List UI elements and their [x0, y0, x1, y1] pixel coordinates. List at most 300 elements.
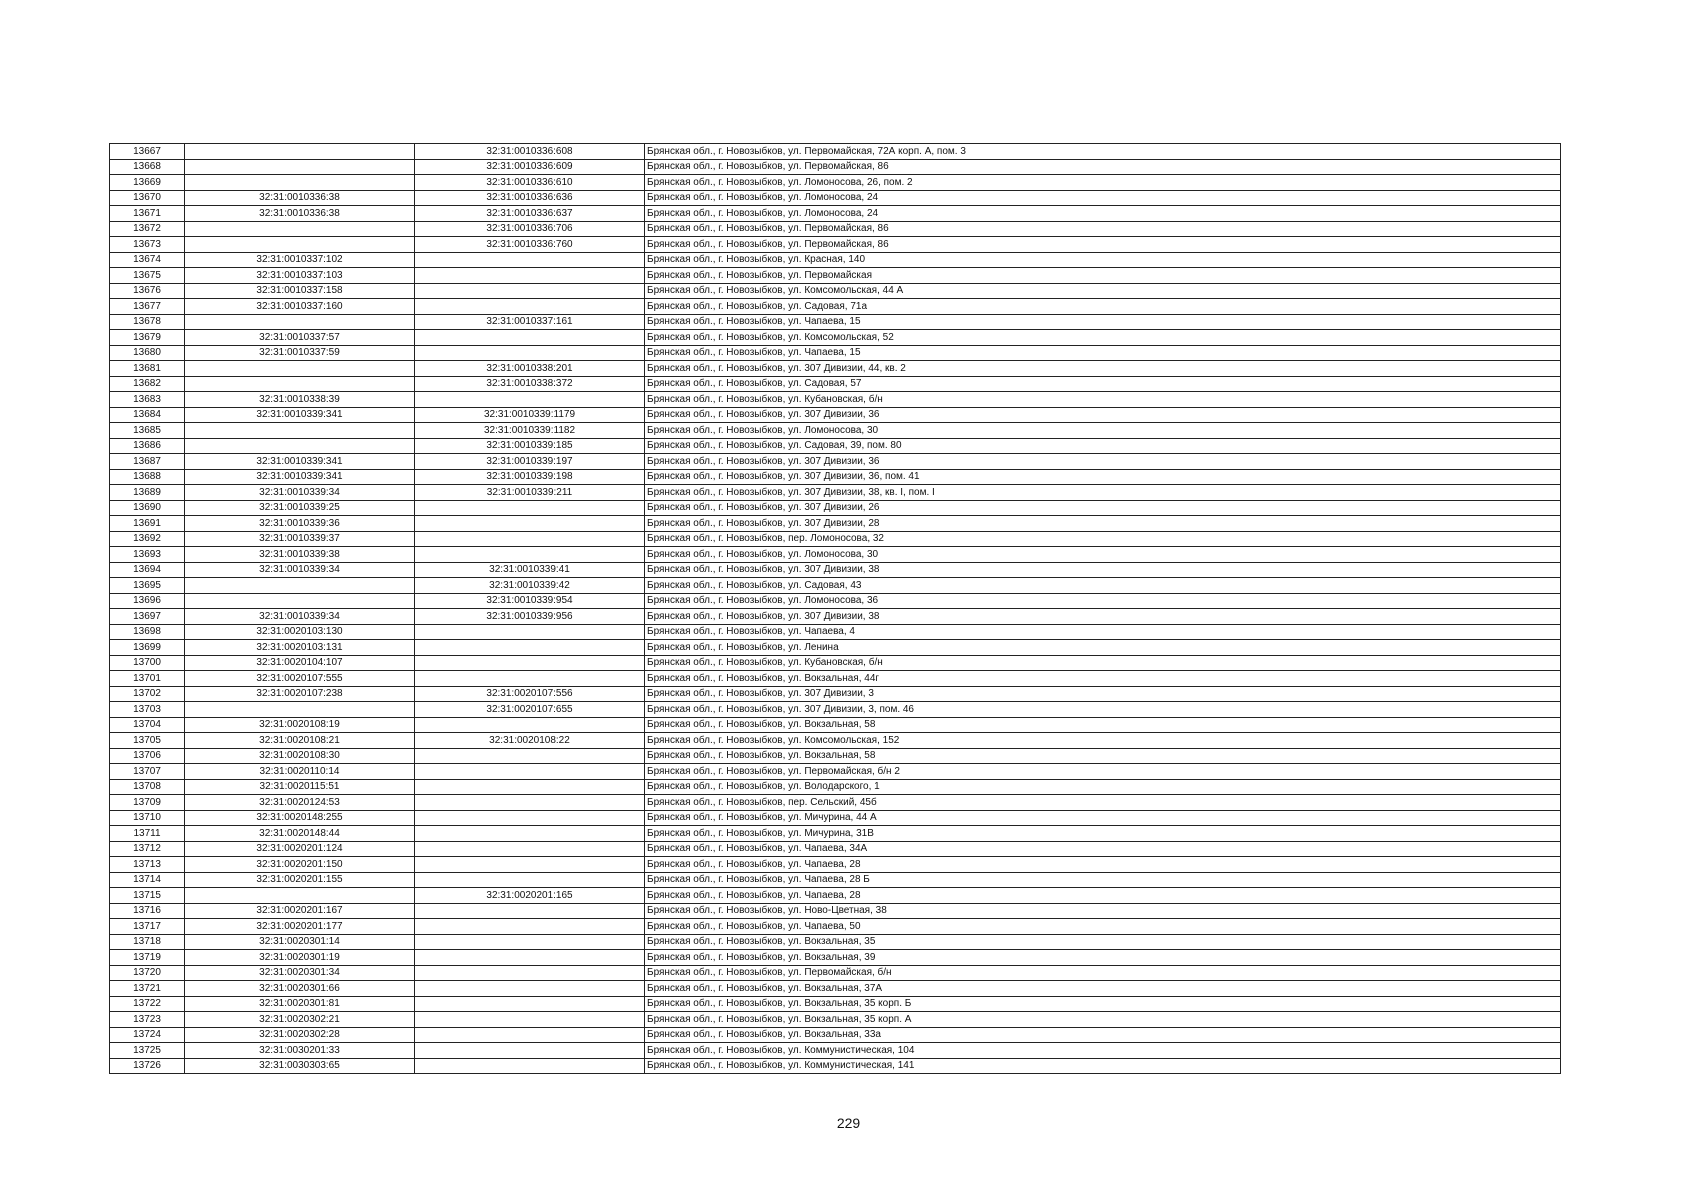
cadastral-number-cell [185, 237, 415, 253]
row-number-cell: 13706 [110, 748, 185, 764]
address-cell: Брянская обл., г. Новозыбков, ул. Вокзальная, 35 корп. Б [645, 996, 1561, 1012]
table-row [110, 1058, 1561, 1074]
address-cell: Брянская обл., г. Новозыбков, ул. Вокзальная, 35 корп. А [645, 1012, 1561, 1028]
row-number-cell: 13667 [110, 144, 185, 160]
object-cadastral-number-cell: 32:31:0010336:636 [415, 190, 645, 206]
object-cadastral-number-cell: 32:31:0010336:608 [415, 144, 645, 160]
row-number-cell: 13700 [110, 655, 185, 671]
row-number-cell: 13696 [110, 593, 185, 609]
cadastral-number-cell: 32:31:0010339:341 [185, 407, 415, 423]
object-cadastral-number-cell: 32:31:0020201:165 [415, 888, 645, 904]
address-cell: Брянская обл., г. Новозыбков, ул. 307 Дивизии, 38 [645, 562, 1561, 578]
cadastral-number-cell: 32:31:0020115:51 [185, 779, 415, 795]
object-cadastral-number-cell [415, 283, 645, 299]
object-cadastral-number-cell: 32:31:0010338:372 [415, 376, 645, 392]
address-cell: Брянская обл., г. Новозыбков, ул. Чапаева, 15 [645, 345, 1561, 361]
cadastral-number-cell [185, 888, 415, 904]
cadastral-number-cell [185, 361, 415, 377]
cadastral-number-cell: 32:31:0020301:34 [185, 965, 415, 981]
cadastral-number-cell: 32:31:0010337:59 [185, 345, 415, 361]
table-row [110, 903, 1561, 919]
cadastral-number-cell: 32:31:0010339:34 [185, 562, 415, 578]
object-cadastral-number-cell [415, 810, 645, 826]
address-cell: Брянская обл., г. Новозыбков, ул. Садовая, 39, пом. 80 [645, 438, 1561, 454]
cadastral-number-cell: 32:31:0020107:238 [185, 686, 415, 702]
address-cell: Брянская обл., г. Новозыбков, пер. Сельский, 45б [645, 795, 1561, 811]
row-number-cell: 13712 [110, 841, 185, 857]
table-row [110, 1043, 1561, 1059]
row-number-cell: 13720 [110, 965, 185, 981]
address-cell: Брянская обл., г. Новозыбков, ул. Чапаева, 28 Б [645, 872, 1561, 888]
row-number-cell: 13668 [110, 159, 185, 175]
cadastral-number-cell: 32:31:0010336:38 [185, 206, 415, 222]
address-cell: Брянская обл., г. Новозыбков, ул. Комсомольская, 52 [645, 330, 1561, 346]
row-number-cell: 13708 [110, 779, 185, 795]
table-row [110, 795, 1561, 811]
row-number-cell: 13679 [110, 330, 185, 346]
table-row [110, 407, 1561, 423]
object-cadastral-number-cell [415, 779, 645, 795]
cadastral-number-cell: 32:31:0010339:25 [185, 500, 415, 516]
address-cell: Брянская обл., г. Новозыбков, ул. Комсомольская, 44 А [645, 283, 1561, 299]
object-cadastral-number-cell [415, 872, 645, 888]
object-cadastral-number-cell: 32:31:0010339:1182 [415, 423, 645, 439]
row-number-cell: 13687 [110, 454, 185, 470]
table-row [110, 872, 1561, 888]
object-cadastral-number-cell: 32:31:0010339:185 [415, 438, 645, 454]
object-cadastral-number-cell: 32:31:0010339:211 [415, 485, 645, 501]
table-row [110, 671, 1561, 687]
table-row [110, 996, 1561, 1012]
cadastral-number-cell: 32:31:0010339:36 [185, 516, 415, 532]
row-number-cell: 13699 [110, 640, 185, 656]
table-row [110, 950, 1561, 966]
cadastral-number-cell: 32:31:0020302:28 [185, 1027, 415, 1043]
object-cadastral-number-cell [415, 950, 645, 966]
object-cadastral-number-cell: 32:31:0010336:610 [415, 175, 645, 191]
row-number-cell: 13703 [110, 702, 185, 718]
cadastral-number-cell: 32:31:0020201:124 [185, 841, 415, 857]
table-row [110, 609, 1561, 625]
table-row [110, 702, 1561, 718]
row-number-cell: 13692 [110, 531, 185, 547]
row-number-cell: 13676 [110, 283, 185, 299]
object-cadastral-number-cell: 32:31:0010339:1179 [415, 407, 645, 423]
table-row [110, 330, 1561, 346]
object-cadastral-number-cell [415, 268, 645, 284]
address-cell: Брянская обл., г. Новозыбков, ул. Чапаева, 4 [645, 624, 1561, 640]
address-cell: Брянская обл., г. Новозыбков, ул. Первомайская, б/н [645, 965, 1561, 981]
address-cell: Брянская обл., г. Новозыбков, ул. Вокзальная, 58 [645, 748, 1561, 764]
address-cell: Брянская обл., г. Новозыбков, ул. 307 Дивизии, 3 [645, 686, 1561, 702]
table-row [110, 562, 1561, 578]
address-cell: Брянская обл., г. Новозыбков, ул. Кубановская, б/н [645, 655, 1561, 671]
row-number-cell: 13707 [110, 764, 185, 780]
row-number-cell: 13698 [110, 624, 185, 640]
table-row [110, 423, 1561, 439]
object-cadastral-number-cell [415, 748, 645, 764]
object-cadastral-number-cell [415, 516, 645, 532]
address-cell: Брянская обл., г. Новозыбков, ул. Красная, 140 [645, 252, 1561, 268]
table-row [110, 810, 1561, 826]
row-number-cell: 13724 [110, 1027, 185, 1043]
row-number-cell: 13711 [110, 826, 185, 842]
cadastral-number-cell: 32:31:0010339:38 [185, 547, 415, 563]
table-row [110, 531, 1561, 547]
object-cadastral-number-cell [415, 857, 645, 873]
cadastral-number-cell: 32:31:0020107:555 [185, 671, 415, 687]
row-number-cell: 13678 [110, 314, 185, 330]
table-row [110, 826, 1561, 842]
row-number-cell: 13725 [110, 1043, 185, 1059]
object-cadastral-number-cell [415, 531, 645, 547]
row-number-cell: 13697 [110, 609, 185, 625]
cadastral-number-cell: 32:31:0020148:44 [185, 826, 415, 842]
address-cell: Брянская обл., г. Новозыбков, ул. Чапаева, 15 [645, 314, 1561, 330]
table-row [110, 500, 1561, 516]
row-number-cell: 13726 [110, 1058, 185, 1074]
page-number: 229 [836, 1115, 861, 1131]
cadastral-number-cell: 32:31:0020103:130 [185, 624, 415, 640]
object-cadastral-number-cell: 32:31:0010339:954 [415, 593, 645, 609]
object-cadastral-number-cell [415, 826, 645, 842]
address-cell: Брянская обл., г. Новозыбков, ул. 307 Дивизии, 36 [645, 407, 1561, 423]
address-cell: Брянская обл., г. Новозыбков, ул. Коммунистическая, 104 [645, 1043, 1561, 1059]
object-cadastral-number-cell: 32:31:0010336:706 [415, 221, 645, 237]
row-number-cell: 13690 [110, 500, 185, 516]
object-cadastral-number-cell [415, 252, 645, 268]
address-cell: Брянская обл., г. Новозыбков, ул. Первомайская [645, 268, 1561, 284]
table-row [110, 392, 1561, 408]
table-row [110, 857, 1561, 873]
row-number-cell: 13717 [110, 919, 185, 935]
address-cell: Брянская обл., г. Новозыбков, ул. 307 Дивизии, 28 [645, 516, 1561, 532]
table-row [110, 454, 1561, 470]
row-number-cell: 13691 [110, 516, 185, 532]
address-cell: Брянская обл., г. Новозыбков, ул. 307 Дивизии, 26 [645, 500, 1561, 516]
table-row [110, 1027, 1561, 1043]
table-row [110, 981, 1561, 997]
address-cell: Брянская обл., г. Новозыбков, ул. Ломоносова, 24 [645, 206, 1561, 222]
table-row [110, 175, 1561, 191]
cadastral-number-cell: 32:31:0020124:53 [185, 795, 415, 811]
address-cell: Брянская обл., г. Новозыбков, ул. Вокзальная, 35 [645, 934, 1561, 950]
object-cadastral-number-cell [415, 330, 645, 346]
cadastral-number-cell: 32:31:0020302:21 [185, 1012, 415, 1028]
cadastral-number-cell [185, 221, 415, 237]
row-number-cell: 13688 [110, 469, 185, 485]
cadastral-number-cell: 32:31:0010337:57 [185, 330, 415, 346]
object-cadastral-number-cell [415, 981, 645, 997]
table-row [110, 547, 1561, 563]
address-cell: Брянская обл., г. Новозыбков, ул. Мичурина, 44 А [645, 810, 1561, 826]
cadastral-number-cell: 32:31:0010339:341 [185, 469, 415, 485]
table-row [110, 237, 1561, 253]
object-cadastral-number-cell [415, 717, 645, 733]
row-number-cell: 13705 [110, 733, 185, 749]
object-cadastral-number-cell [415, 795, 645, 811]
address-cell: Брянская обл., г. Новозыбков, ул. 307 Дивизии, 38, кв. I, пом. I [645, 485, 1561, 501]
object-cadastral-number-cell: 32:31:0010339:42 [415, 578, 645, 594]
row-number-cell: 13682 [110, 376, 185, 392]
cadastral-number-cell [185, 702, 415, 718]
object-cadastral-number-cell [415, 392, 645, 408]
object-cadastral-number-cell: 32:31:0010339:956 [415, 609, 645, 625]
address-cell: Брянская обл., г. Новозыбков, ул. Ломоносова, 30 [645, 547, 1561, 563]
table-row [110, 841, 1561, 857]
row-number-cell: 13689 [110, 485, 185, 501]
cadastral-number-cell: 32:31:0010336:38 [185, 190, 415, 206]
table-row [110, 516, 1561, 532]
table-row [110, 144, 1561, 160]
row-number-cell: 13722 [110, 996, 185, 1012]
object-cadastral-number-cell [415, 1043, 645, 1059]
table-row [110, 1012, 1561, 1028]
address-cell: Брянская обл., г. Новозыбков, ул. 307 Дивизии, 36 [645, 454, 1561, 470]
address-cell: Брянская обл., г. Новозыбков, ул. Вокзальная, 58 [645, 717, 1561, 733]
cadastral-number-cell: 32:31:0020108:21 [185, 733, 415, 749]
address-cell: Брянская обл., г. Новозыбков, ул. Чапаева, 50 [645, 919, 1561, 935]
table-row [110, 361, 1561, 377]
address-cell: Брянская обл., г. Новозыбков, ул. Садовая, 57 [645, 376, 1561, 392]
row-number-cell: 13671 [110, 206, 185, 222]
address-cell: Брянская обл., г. Новозыбков, ул. Первомайская, б/н 2 [645, 764, 1561, 780]
row-number-cell: 13677 [110, 299, 185, 315]
cadastral-number-cell: 32:31:0010338:39 [185, 392, 415, 408]
row-number-cell: 13719 [110, 950, 185, 966]
table-row [110, 345, 1561, 361]
table-row [110, 965, 1561, 981]
row-number-cell: 13701 [110, 671, 185, 687]
address-cell: Брянская обл., г. Новозыбков, ул. Володарского, 1 [645, 779, 1561, 795]
object-cadastral-number-cell: 32:31:0010337:161 [415, 314, 645, 330]
address-cell: Брянская обл., г. Новозыбков, ул. Вокзальная, 39 [645, 950, 1561, 966]
row-number-cell: 13715 [110, 888, 185, 904]
address-cell: Брянская обл., г. Новозыбков, ул. Вокзальная, 44г [645, 671, 1561, 687]
row-number-cell: 13669 [110, 175, 185, 191]
object-cadastral-number-cell: 32:31:0010339:197 [415, 454, 645, 470]
cadastral-number-cell: 32:31:0010337:103 [185, 268, 415, 284]
object-cadastral-number-cell [415, 640, 645, 656]
address-cell: Брянская обл., г. Новозыбков, ул. 307 Дивизии, 38 [645, 609, 1561, 625]
cadastral-number-cell: 32:31:0020110:14 [185, 764, 415, 780]
table-row [110, 764, 1561, 780]
object-cadastral-number-cell [415, 764, 645, 780]
object-cadastral-number-cell [415, 345, 645, 361]
cadastral-number-cell [185, 144, 415, 160]
address-cell: Брянская обл., г. Новозыбков, ул. Кубановская, б/н [645, 392, 1561, 408]
row-number-cell: 13686 [110, 438, 185, 454]
table-row [110, 159, 1561, 175]
table-row [110, 299, 1561, 315]
address-cell: Брянская обл., г. Новозыбков, ул. Первомайская, 86 [645, 237, 1561, 253]
object-cadastral-number-cell: 32:31:0010339:41 [415, 562, 645, 578]
cadastral-number-cell [185, 578, 415, 594]
table-row [110, 252, 1561, 268]
cadastral-number-cell [185, 175, 415, 191]
row-number-cell: 13718 [110, 934, 185, 950]
cadastral-number-cell [185, 438, 415, 454]
table-row [110, 748, 1561, 764]
address-cell: Брянская обл., г. Новозыбков, ул. Чапаева, 28 [645, 888, 1561, 904]
row-number-cell: 13716 [110, 903, 185, 919]
object-cadastral-number-cell [415, 547, 645, 563]
address-cell: Брянская обл., г. Новозыбков, ул. 307 Дивизии, 3, пом. 46 [645, 702, 1561, 718]
cadastral-number-cell: 32:31:0020301:19 [185, 950, 415, 966]
registry-table-body [110, 144, 1561, 1074]
table-row [110, 314, 1561, 330]
address-cell: Брянская обл., г. Новозыбков, ул. Комсомольская, 152 [645, 733, 1561, 749]
cadastral-number-cell: 32:31:0020301:14 [185, 934, 415, 950]
table-row [110, 376, 1561, 392]
table-row [110, 655, 1561, 671]
object-cadastral-number-cell [415, 500, 645, 516]
object-cadastral-number-cell: 32:31:0020107:556 [415, 686, 645, 702]
table-row [110, 578, 1561, 594]
table-row [110, 190, 1561, 206]
row-number-cell: 13672 [110, 221, 185, 237]
address-cell: Брянская обл., г. Новозыбков, ул. Чапаева, 34А [645, 841, 1561, 857]
address-cell: Брянская обл., г. Новозыбков, ул. Ленина [645, 640, 1561, 656]
row-number-cell: 13683 [110, 392, 185, 408]
address-cell: Брянская обл., г. Новозыбков, ул. Ново-Цветная, 38 [645, 903, 1561, 919]
table-row [110, 469, 1561, 485]
row-number-cell: 13713 [110, 857, 185, 873]
row-number-cell: 13693 [110, 547, 185, 563]
cadastral-number-cell: 32:31:0020301:66 [185, 981, 415, 997]
cadastral-number-cell: 32:31:0020108:30 [185, 748, 415, 764]
address-cell: Брянская обл., г. Новозыбков, ул. Ломоносова, 30 [645, 423, 1561, 439]
row-number-cell: 13714 [110, 872, 185, 888]
cadastral-number-cell: 32:31:0010339:34 [185, 609, 415, 625]
row-number-cell: 13673 [110, 237, 185, 253]
cadastral-number-cell: 32:31:0010339:341 [185, 454, 415, 470]
cadastral-number-cell: 32:31:0020201:167 [185, 903, 415, 919]
table-row [110, 779, 1561, 795]
object-cadastral-number-cell: 32:31:0020107:655 [415, 702, 645, 718]
address-cell: Брянская обл., г. Новозыбков, ул. Первомайская, 86 [645, 159, 1561, 175]
address-cell: Брянская обл., г. Новозыбков, ул. Первомайская, 86 [645, 221, 1561, 237]
cadastral-number-cell: 32:31:0010339:37 [185, 531, 415, 547]
address-cell: Брянская обл., г. Новозыбков, ул. Вокзальная, 33а [645, 1027, 1561, 1043]
cadastral-number-cell: 32:31:0030201:33 [185, 1043, 415, 1059]
table-row [110, 593, 1561, 609]
object-cadastral-number-cell: 32:31:0010338:201 [415, 361, 645, 377]
table-row [110, 624, 1561, 640]
address-cell: Брянская обл., г. Новозыбков, ул. 307 Дивизии, 36, пом. 41 [645, 469, 1561, 485]
table-row [110, 640, 1561, 656]
object-cadastral-number-cell: 32:31:0010336:637 [415, 206, 645, 222]
object-cadastral-number-cell [415, 299, 645, 315]
object-cadastral-number-cell [415, 655, 645, 671]
object-cadastral-number-cell [415, 624, 645, 640]
address-cell: Брянская обл., г. Новозыбков, ул. Ломоносова, 26, пом. 2 [645, 175, 1561, 191]
cadastral-number-cell: 32:31:0030303:65 [185, 1058, 415, 1074]
address-cell: Брянская обл., г. Новозыбков, ул. Первомайская, 72А корп. А, пом. 3 [645, 144, 1561, 160]
row-number-cell: 13710 [110, 810, 185, 826]
row-number-cell: 13681 [110, 361, 185, 377]
cadastral-number-cell: 32:31:0010337:158 [185, 283, 415, 299]
address-cell: Брянская обл., г. Новозыбков, ул. 307 Дивизии, 44, кв. 2 [645, 361, 1561, 377]
row-number-cell: 13694 [110, 562, 185, 578]
cadastral-number-cell [185, 593, 415, 609]
cadastral-number-cell: 32:31:0010337:102 [185, 252, 415, 268]
cadastral-number-cell: 32:31:0020201:155 [185, 872, 415, 888]
object-cadastral-number-cell: 32:31:0010339:198 [415, 469, 645, 485]
object-cadastral-number-cell [415, 1058, 645, 1074]
row-number-cell: 13709 [110, 795, 185, 811]
row-number-cell: 13721 [110, 981, 185, 997]
row-number-cell: 13680 [110, 345, 185, 361]
cadastral-number-cell [185, 314, 415, 330]
table-row [110, 485, 1561, 501]
table-row [110, 733, 1561, 749]
address-cell: Брянская обл., г. Новозыбков, ул. Ломоносова, 36 [645, 593, 1561, 609]
row-number-cell: 13704 [110, 717, 185, 733]
row-number-cell: 13675 [110, 268, 185, 284]
cadastral-number-cell: 32:31:0020201:177 [185, 919, 415, 935]
cadastral-number-cell: 32:31:0020148:255 [185, 810, 415, 826]
object-cadastral-number-cell [415, 841, 645, 857]
object-cadastral-number-cell [415, 965, 645, 981]
object-cadastral-number-cell [415, 996, 645, 1012]
table-row [110, 888, 1561, 904]
object-cadastral-number-cell: 32:31:0010336:609 [415, 159, 645, 175]
table-row [110, 438, 1561, 454]
object-cadastral-number-cell [415, 903, 645, 919]
table-row [110, 919, 1561, 935]
cadastral-number-cell: 32:31:0020301:81 [185, 996, 415, 1012]
row-number-cell: 13702 [110, 686, 185, 702]
cadastral-number-cell: 32:31:0020108:19 [185, 717, 415, 733]
address-cell: Брянская обл., г. Новозыбков, ул. Вокзальная, 37А [645, 981, 1561, 997]
table-row [110, 268, 1561, 284]
address-cell: Брянская обл., г. Новозыбков, ул. Садовая, 43 [645, 578, 1561, 594]
object-cadastral-number-cell [415, 1012, 645, 1028]
cadastral-number-cell: 32:31:0010337:160 [185, 299, 415, 315]
table-row [110, 934, 1561, 950]
address-cell: Брянская обл., г. Новозыбков, пер. Ломоносова, 32 [645, 531, 1561, 547]
row-number-cell: 13674 [110, 252, 185, 268]
row-number-cell: 13723 [110, 1012, 185, 1028]
row-number-cell: 13695 [110, 578, 185, 594]
address-cell: Брянская обл., г. Новозыбков, ул. Ломоносова, 24 [645, 190, 1561, 206]
object-cadastral-number-cell [415, 934, 645, 950]
object-cadastral-number-cell [415, 671, 645, 687]
row-number-cell: 13670 [110, 190, 185, 206]
table-row [110, 221, 1561, 237]
cadastral-number-cell [185, 376, 415, 392]
cadastral-number-cell [185, 159, 415, 175]
cadastral-number-cell: 32:31:0020104:107 [185, 655, 415, 671]
cadastral-number-cell: 32:31:0020201:150 [185, 857, 415, 873]
cadastral-number-cell: 32:31:0020103:131 [185, 640, 415, 656]
cadastral-number-cell: 32:31:0010339:34 [185, 485, 415, 501]
cadastral-number-cell [185, 423, 415, 439]
object-cadastral-number-cell [415, 1027, 645, 1043]
table-row [110, 717, 1561, 733]
object-cadastral-number-cell: 32:31:0010336:760 [415, 237, 645, 253]
table-row [110, 206, 1561, 222]
registry-table [109, 143, 1561, 1074]
address-cell: Брянская обл., г. Новозыбков, ул. Чапаева, 28 [645, 857, 1561, 873]
address-cell: Брянская обл., г. Новозыбков, ул. Садовая, 71а [645, 299, 1561, 315]
row-number-cell: 13684 [110, 407, 185, 423]
object-cadastral-number-cell: 32:31:0020108:22 [415, 733, 645, 749]
table-row [110, 283, 1561, 299]
address-cell: Брянская обл., г. Новозыбков, ул. Мичурина, 31В [645, 826, 1561, 842]
row-number-cell: 13685 [110, 423, 185, 439]
